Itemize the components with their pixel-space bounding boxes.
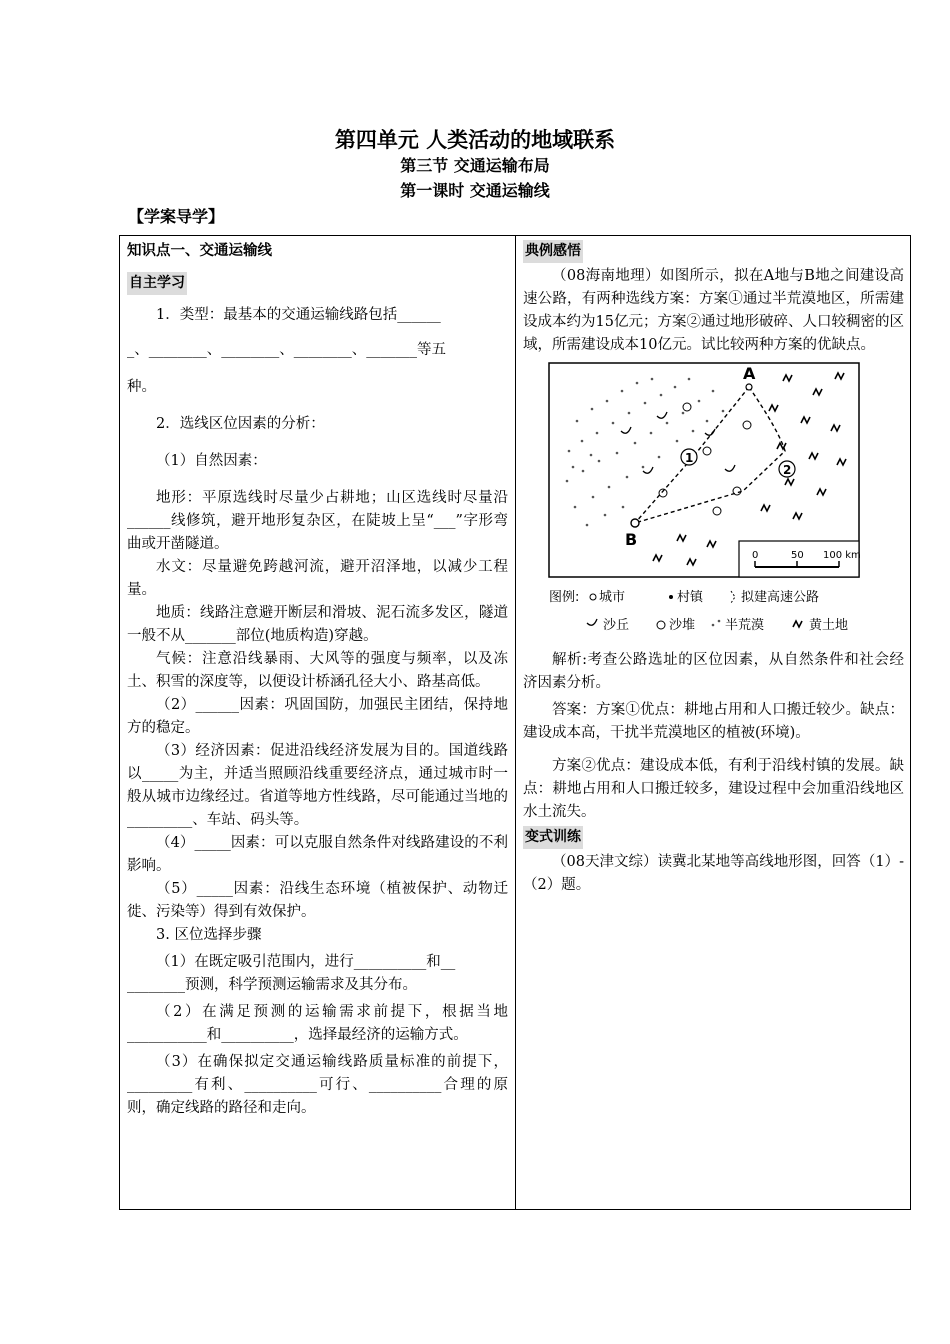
- city-b-marker: [631, 519, 639, 527]
- left-column: [127, 238, 508, 1120]
- hydrology-text: 水文：尽量避免跨越河流，避开沼泽地，以减少工程量。: [127, 559, 508, 598]
- answer-option-2: 方案②优点：建设成本低，有利于沿线村镇的发展。缺点：耕地占用和人口搬迁较多，建设过程中会加重沿线地区水土流失。: [523, 758, 904, 820]
- section-title: 第三节 交通运输布局: [400, 156, 550, 175]
- scale-50: 50: [791, 550, 804, 561]
- line-types: 1．类型：最基本的交通运输线路包括______: [156, 307, 441, 323]
- technical-factor: （4）_____因素：可以克服自然条件对线路建设的不利影响。: [127, 835, 508, 874]
- legend-semi-desert: 半荒漠: [725, 618, 765, 633]
- legend-loess: 黄土地: [809, 618, 849, 633]
- route-map: [547, 361, 863, 645]
- legend-title: 图例:: [549, 590, 580, 605]
- lesson-title: 第一课时 交通运输线: [400, 181, 550, 200]
- right-column: [523, 238, 904, 897]
- label-route-1: 1: [685, 451, 694, 465]
- legend-highway: 拟建高速公路: [741, 590, 820, 605]
- answer-option-1: 答案：方案①优点：耕地占用和人口搬迁较少。缺点：建设成本高，干扰半荒漠地区的植被(环境)。: [523, 702, 904, 741]
- label-b: B: [625, 530, 638, 549]
- factor-analysis: 2．选线区位因素的分析：: [156, 416, 325, 432]
- climate-text: 气候：注意沿线暴雨、大风等的强度与频率，以及冻土、积雪的深度等，以便设计桥涵孔径大小、路基高低。: [127, 651, 508, 690]
- example-heading: 典例感悟: [523, 240, 583, 263]
- guide-heading: 【学案导学】: [128, 207, 225, 226]
- scale-100: 100 km: [823, 550, 861, 561]
- terrain-text: 地形：平原选线时尽量少占耕地；山区选线时尽量沿______线修筑，避开地形复杂区，在陡坡上呈“___”字形弯曲或开凿隧道。: [127, 490, 508, 552]
- step-3: （3）在确保拟定交通运输线路质量标准的前提下，_________有利、__________可行、__________合理的原则，确定线路的路径和走向。: [127, 1054, 508, 1116]
- legend-city: 城市: [599, 590, 626, 605]
- column-divider: [515, 235, 516, 1210]
- label-a: A: [743, 364, 756, 383]
- step-1-cont: ________预测，科学预测运输需求及其分布。: [127, 977, 417, 993]
- step-2: （2）在满足预测的运输需求前提下，根据当地___________和__________，选择最经济的运输方式。: [127, 1004, 508, 1043]
- line-types-end: 种。: [127, 379, 156, 395]
- economic-factor: （3）经济因素：促进沿线经济发展为目的。国道线路以_____为主，并适当照顾沿线重要经济点，通过城市时一般从城市边缘经过。省道等地方性线路，尽可能通过当地的_________、车站、码头等。: [127, 743, 508, 828]
- step-1: （1）在既定吸引范围内，进行__________和__: [156, 954, 456, 970]
- self-study-label: 自主学习: [127, 272, 187, 295]
- legend-dune: 沙丘: [603, 618, 630, 633]
- legend-village: 村镇: [677, 590, 704, 605]
- practice-heading: 变式训练: [523, 826, 583, 849]
- analysis-text: 解析:考查公路选址的区位因素，从自然条件和社会经济因素分析。: [523, 652, 904, 691]
- example-intro: （08海南地理）如图所示，拟在A地与B地之间建设高速公路，有两种选线方案：方案①通过半荒漠地区，所需建设成本约为15亿元；方案②通过地形破碎、人口较稠密的区域，所需建设成本10亿元。试比较两种方案的优缺点。: [523, 268, 904, 353]
- political-factor: （2）______因素：巩固国防，加强民主团结，保持地方的稳定。: [127, 697, 508, 736]
- steps-heading: 3. 区位选择步骤: [156, 927, 262, 943]
- unit-title: 第四单元 人类活动的地域联系: [334, 128, 616, 152]
- knowledge-heading: 知识点一、交通运输线: [127, 243, 272, 259]
- practice-text: （08天津文综）读冀北某地等高线地形图，回答（1）-（2）题。: [523, 854, 904, 893]
- environmental-factor: （5）_____因素：沿线生态环境（植被保护、动物迁徙、污染等）得到有效保护。: [127, 881, 508, 920]
- line-types-cont: _、________、________、________、_______等五: [127, 342, 446, 358]
- label-route-2: 2: [783, 463, 792, 477]
- legend-sand-heap: 沙堆: [669, 618, 696, 633]
- geology-text: 地质：线路注意避开断层和滑坡、泥石流多发区，隧道一般不从_______部位(地质构造)穿越。: [127, 605, 508, 644]
- city-a-marker: [746, 384, 752, 390]
- scale-0: 0: [752, 550, 759, 561]
- natural-factor: （1）自然因素：: [156, 453, 267, 469]
